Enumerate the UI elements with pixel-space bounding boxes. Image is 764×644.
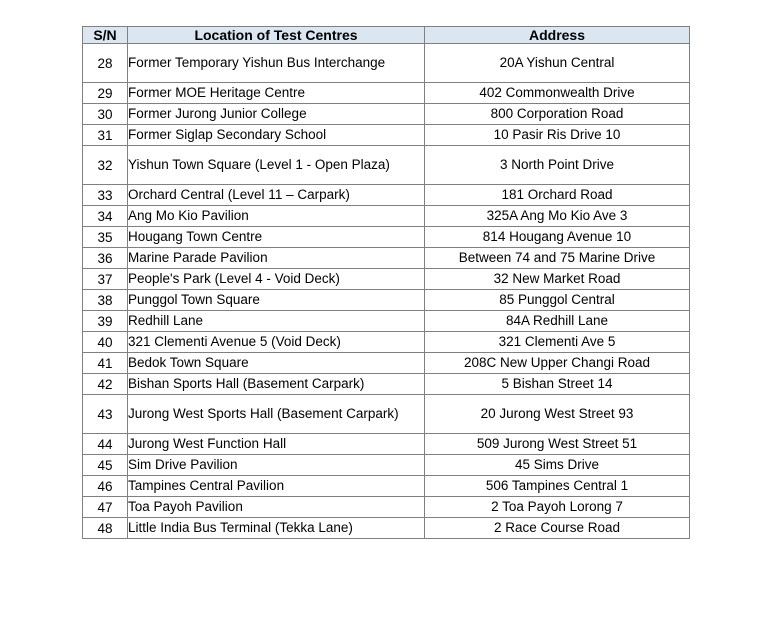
column-header-location: Location of Test Centres — [128, 27, 425, 44]
cell-location: Redhill Lane — [128, 311, 425, 332]
cell-address: 2 Race Course Road — [425, 518, 690, 539]
cell-address: 800 Corporation Road — [425, 104, 690, 125]
cell-location: Bedok Town Square — [128, 353, 425, 374]
cell-sn: 30 — [83, 104, 128, 125]
table-row — [83, 146, 690, 185]
column-header-sn: S/N — [83, 27, 128, 44]
table-row — [83, 374, 690, 395]
cell-sn: 33 — [83, 185, 128, 206]
cell-sn: 29 — [83, 83, 128, 104]
cell-location: 321 Clementi Avenue 5 (Void Deck) — [128, 332, 425, 353]
cell-sn: 31 — [83, 125, 128, 146]
cell-location: Yishun Town Square (Level 1 - Open Plaza) — [128, 146, 425, 185]
cell-sn: 34 — [83, 206, 128, 227]
table-row — [83, 83, 690, 104]
cell-location: Sim Drive Pavilion — [128, 455, 425, 476]
cell-address: 84A Redhill Lane — [425, 311, 690, 332]
cell-sn: 32 — [83, 146, 128, 185]
cell-address: 20A Yishun Central — [425, 44, 690, 83]
table-row — [83, 497, 690, 518]
table-body — [83, 44, 690, 539]
cell-location: Jurong West Function Hall — [128, 434, 425, 455]
table-header — [83, 27, 690, 44]
cell-location: Tampines Central Pavilion — [128, 476, 425, 497]
table-row — [83, 185, 690, 206]
cell-location: Toa Payoh Pavilion — [128, 497, 425, 518]
cell-address: 2 Toa Payoh Lorong 7 — [425, 497, 690, 518]
test-centres-table-container — [82, 26, 686, 539]
cell-address: 85 Punggol Central — [425, 290, 690, 311]
cell-address: 509 Jurong West Street 51 — [425, 434, 690, 455]
cell-location: Marine Parade Pavilion — [128, 248, 425, 269]
table-row — [83, 518, 690, 539]
cell-location: Bishan Sports Hall (Basement Carpark) — [128, 374, 425, 395]
cell-location: Jurong West Sports Hall (Basement Carpark) — [128, 395, 425, 434]
cell-address: 325A Ang Mo Kio Ave 3 — [425, 206, 690, 227]
cell-sn: 37 — [83, 269, 128, 290]
cell-location: Former Siglap Secondary School — [128, 125, 425, 146]
table-row — [83, 206, 690, 227]
cell-address: 45 Sims Drive — [425, 455, 690, 476]
test-centres-table — [82, 26, 690, 539]
cell-location: Hougang Town Centre — [128, 227, 425, 248]
cell-address: 10 Pasir Ris Drive 10 — [425, 125, 690, 146]
cell-sn: 36 — [83, 248, 128, 269]
cell-sn: 35 — [83, 227, 128, 248]
cell-sn: 38 — [83, 290, 128, 311]
cell-address: 208C New Upper Changi Road — [425, 353, 690, 374]
cell-location: Orchard Central (Level 11 – Carpark) — [128, 185, 425, 206]
cell-sn: 48 — [83, 518, 128, 539]
cell-address: 181 Orchard Road — [425, 185, 690, 206]
cell-location: Punggol Town Square — [128, 290, 425, 311]
cell-location: Little India Bus Terminal (Tekka Lane) — [128, 518, 425, 539]
cell-address: 20 Jurong West Street 93 — [425, 395, 690, 434]
table-row — [83, 227, 690, 248]
table-row — [83, 476, 690, 497]
table-row — [83, 395, 690, 434]
cell-location: Former Jurong Junior College — [128, 104, 425, 125]
cell-address: Between 74 and 75 Marine Drive — [425, 248, 690, 269]
table-header-row — [83, 27, 690, 44]
table-row — [83, 248, 690, 269]
table-row — [83, 311, 690, 332]
cell-address: 506 Tampines Central 1 — [425, 476, 690, 497]
table-row — [83, 44, 690, 83]
cell-address: 32 New Market Road — [425, 269, 690, 290]
table-row — [83, 353, 690, 374]
column-header-address: Address — [425, 27, 690, 44]
cell-location: Ang Mo Kio Pavilion — [128, 206, 425, 227]
cell-sn: 43 — [83, 395, 128, 434]
table-row — [83, 269, 690, 290]
table-row — [83, 455, 690, 476]
table-row — [83, 332, 690, 353]
cell-location: Former Temporary Yishun Bus Interchange — [128, 44, 425, 83]
cell-sn: 42 — [83, 374, 128, 395]
cell-address: 3 North Point Drive — [425, 146, 690, 185]
cell-address: 814 Hougang Avenue 10 — [425, 227, 690, 248]
cell-sn: 47 — [83, 497, 128, 518]
cell-location: People's Park (Level 4 - Void Deck) — [128, 269, 425, 290]
cell-sn: 39 — [83, 311, 128, 332]
cell-sn: 28 — [83, 44, 128, 83]
cell-sn: 45 — [83, 455, 128, 476]
table-row — [83, 125, 690, 146]
table-row — [83, 104, 690, 125]
cell-address: 402 Commonwealth Drive — [425, 83, 690, 104]
cell-sn: 40 — [83, 332, 128, 353]
cell-address: 5 Bishan Street 14 — [425, 374, 690, 395]
table-row — [83, 290, 690, 311]
cell-sn: 46 — [83, 476, 128, 497]
cell-sn: 41 — [83, 353, 128, 374]
cell-location: Former MOE Heritage Centre — [128, 83, 425, 104]
table-row — [83, 434, 690, 455]
cell-sn: 44 — [83, 434, 128, 455]
cell-address: 321 Clementi Ave 5 — [425, 332, 690, 353]
